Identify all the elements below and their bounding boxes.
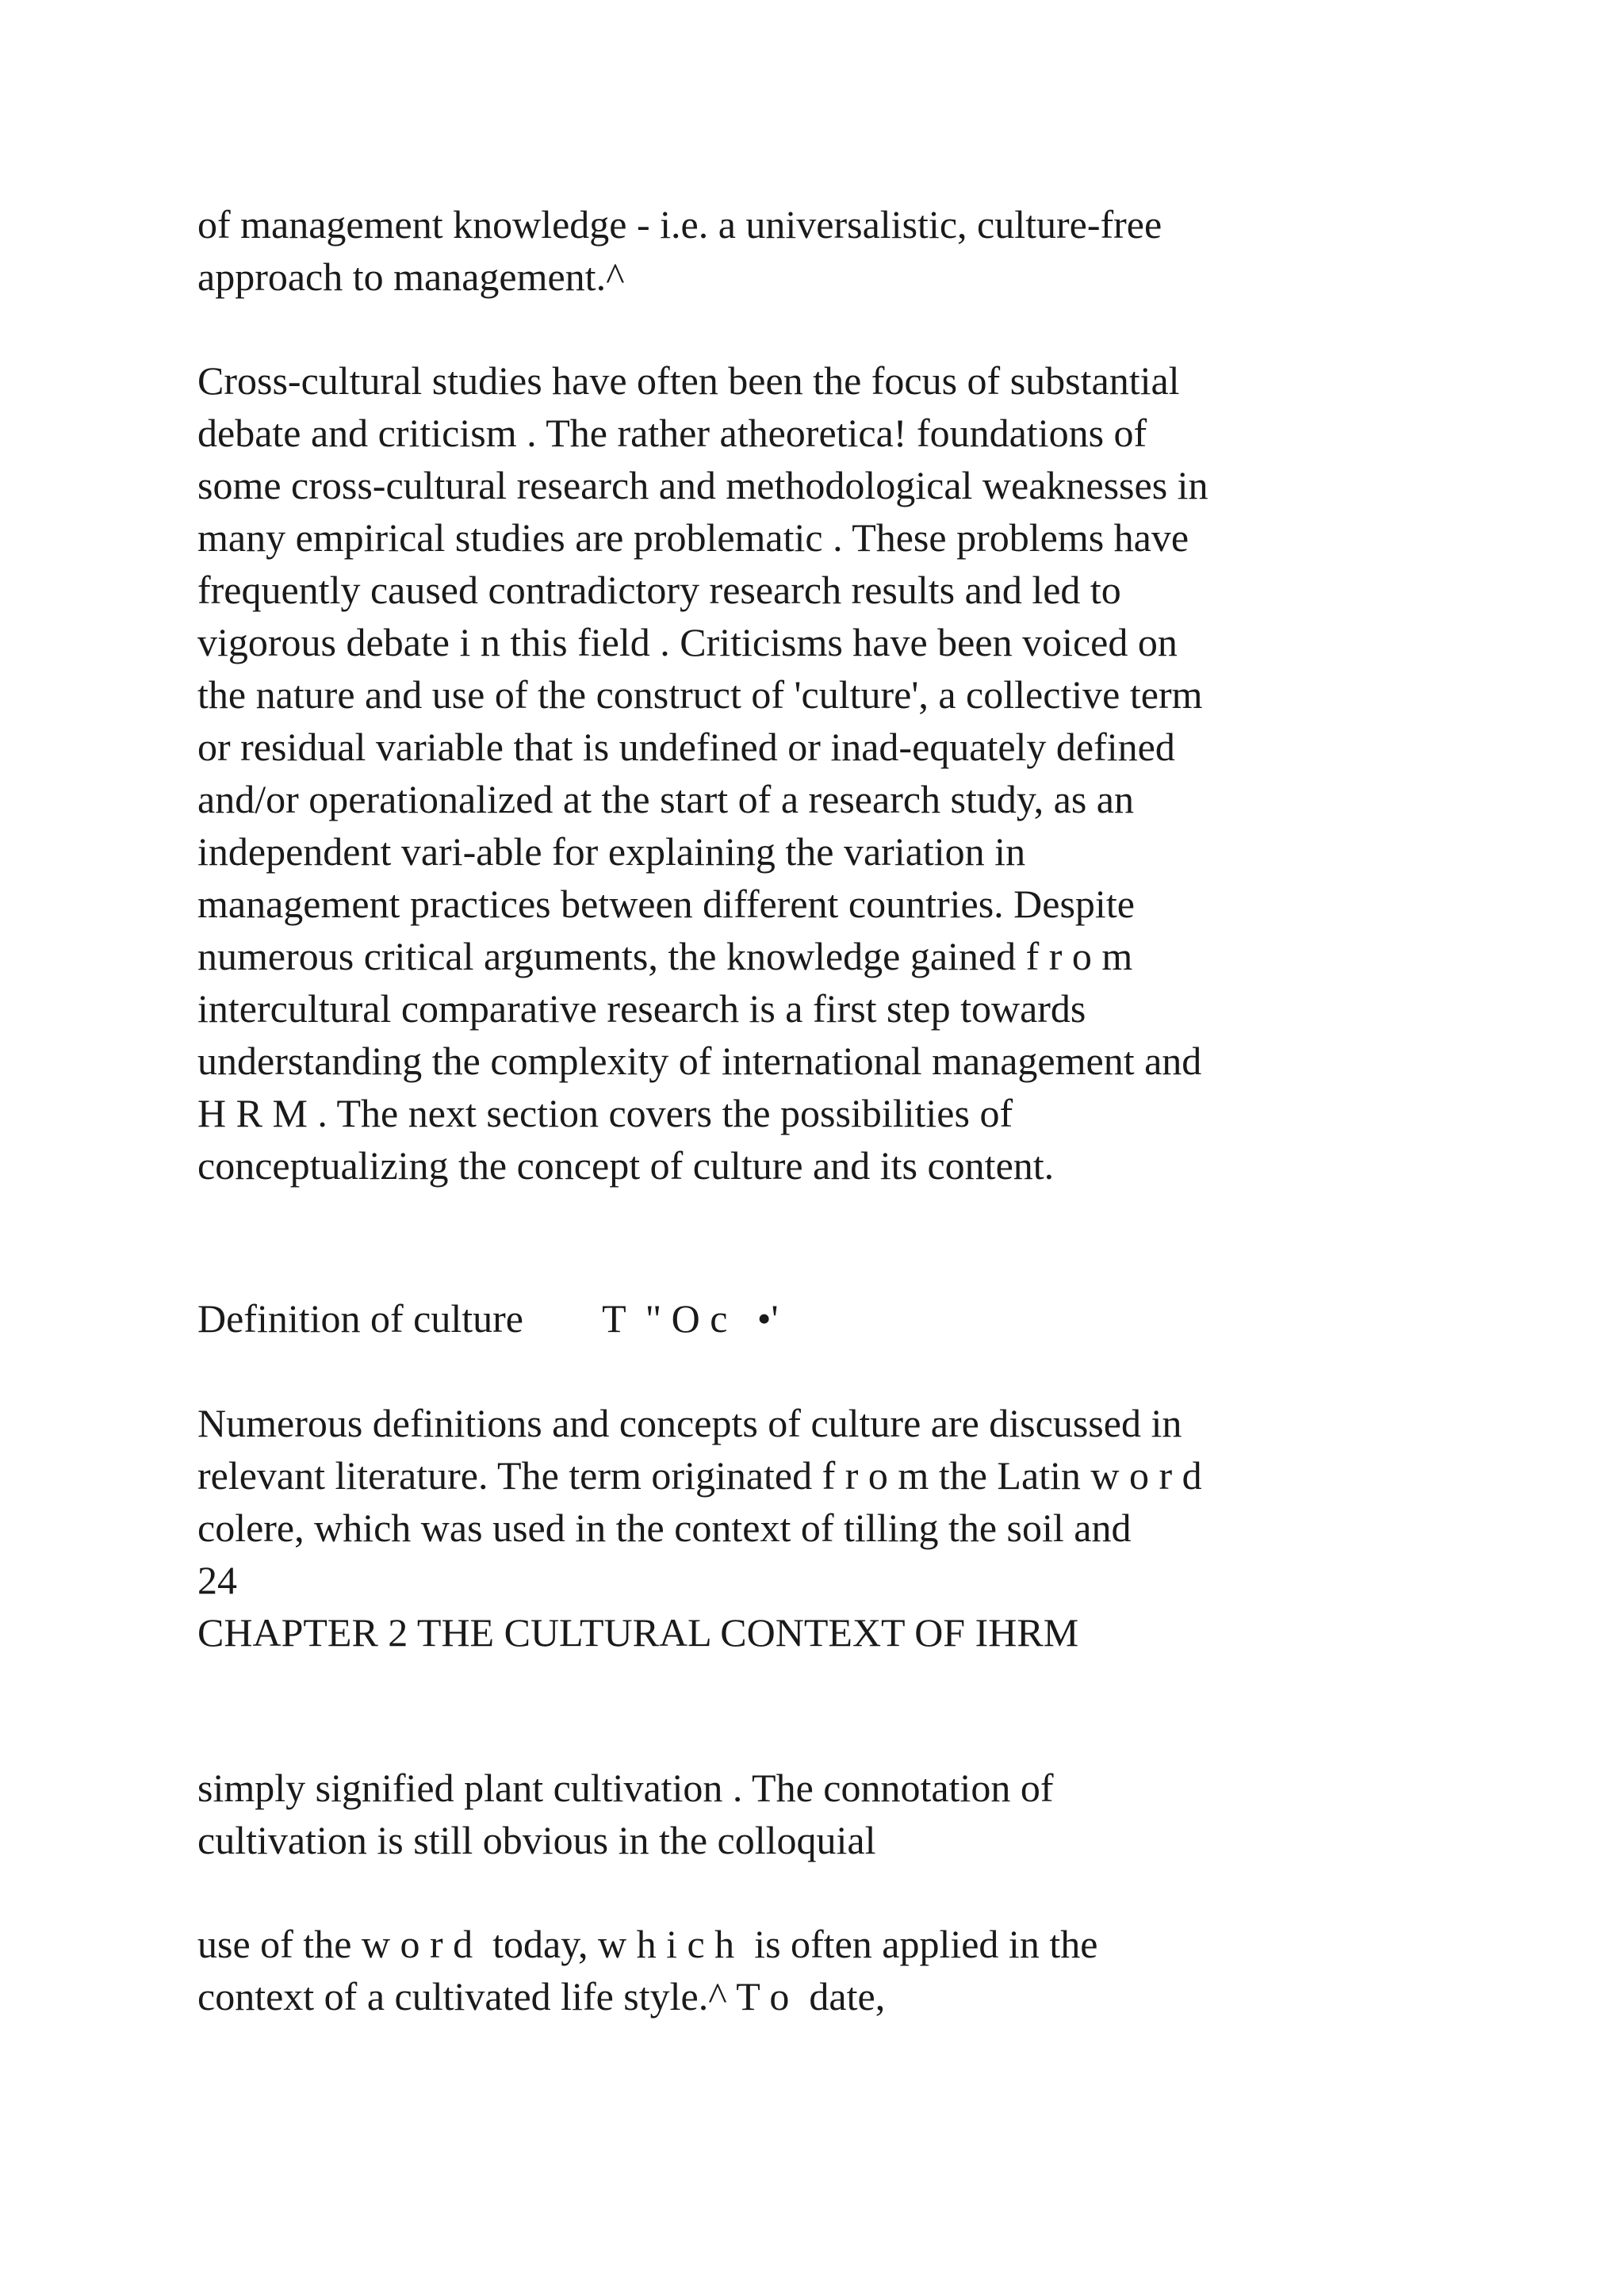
paragraph-plant-cultivation (197, 1762, 1506, 1866)
page-number: 24 (197, 1558, 237, 1602)
text-line: relevant literature. The term originated f r o m the Latin w o r d (197, 1453, 1202, 1498)
text-line: cultivation is still obvious in the colloquial (197, 1818, 876, 1862)
text-line: or residual variable that is undefined or inad-equately defined (197, 725, 1175, 769)
text-line: numerous critical arguments, the knowledge gained f r o m (197, 934, 1133, 978)
text-line: H R M . The next section covers the possibilities of (197, 1091, 1013, 1135)
text-line: approach to management.^ (197, 254, 625, 299)
text-line: vigorous debate i n this field . Criticisms have been voiced on (197, 620, 1178, 664)
text-line: frequently caused contradictory research results and led to (197, 568, 1121, 612)
text-line: of management knowledge - i.e. a universalistic, culture-free (197, 202, 1162, 247)
text-line: management practices between different countries. Despite (197, 882, 1135, 926)
text-line: and/or operationalized at the start of a research study, as an (197, 777, 1134, 821)
section-heading: Definition of culture T " O c •' (197, 1296, 779, 1341)
paragraph-definitions (197, 1397, 1506, 1659)
paragraph-word-usage (197, 1918, 1506, 2022)
section-heading-definition-of-culture (197, 1292, 1506, 1345)
text-line: debate and criticism . The rather atheoretica! foundations of (197, 411, 1147, 455)
text-line: understanding the complexity of international management and (197, 1039, 1202, 1083)
text-line: colere, which was used in the context of tilling the soil and (197, 1506, 1132, 1550)
paragraph-intro-continuation (197, 198, 1506, 303)
text-line: the nature and use of the construct of 'culture', a collective term (197, 672, 1203, 717)
text-line: use of the w o r d today, w h i c h is often applied in the (197, 1922, 1098, 1966)
paragraph-cross-cultural-studies (197, 354, 1506, 1192)
text-line: many empirical studies are problematic . These problems have (197, 515, 1189, 560)
text-line: intercultural comparative research is a first step towards (197, 986, 1086, 1031)
text-line: Numerous definitions and concepts of culture are discussed in (197, 1401, 1182, 1445)
text-line: simply signified plant cultivation . The connotation of (197, 1766, 1054, 1810)
text-line: conceptualizing the concept of culture and its content. (197, 1143, 1055, 1188)
text-line: Cross-cultural studies have often been the focus of substantial (197, 358, 1180, 403)
text-line: independent vari-able for explaining the variation in (197, 829, 1026, 874)
text-line: some cross-cultural research and methodological weaknesses in (197, 463, 1208, 507)
running-header: CHAPTER 2 THE CULTURAL CONTEXT OF IHRM (197, 1610, 1079, 1655)
text-line: context of a cultivated life style.^ T o date, (197, 1974, 886, 2019)
